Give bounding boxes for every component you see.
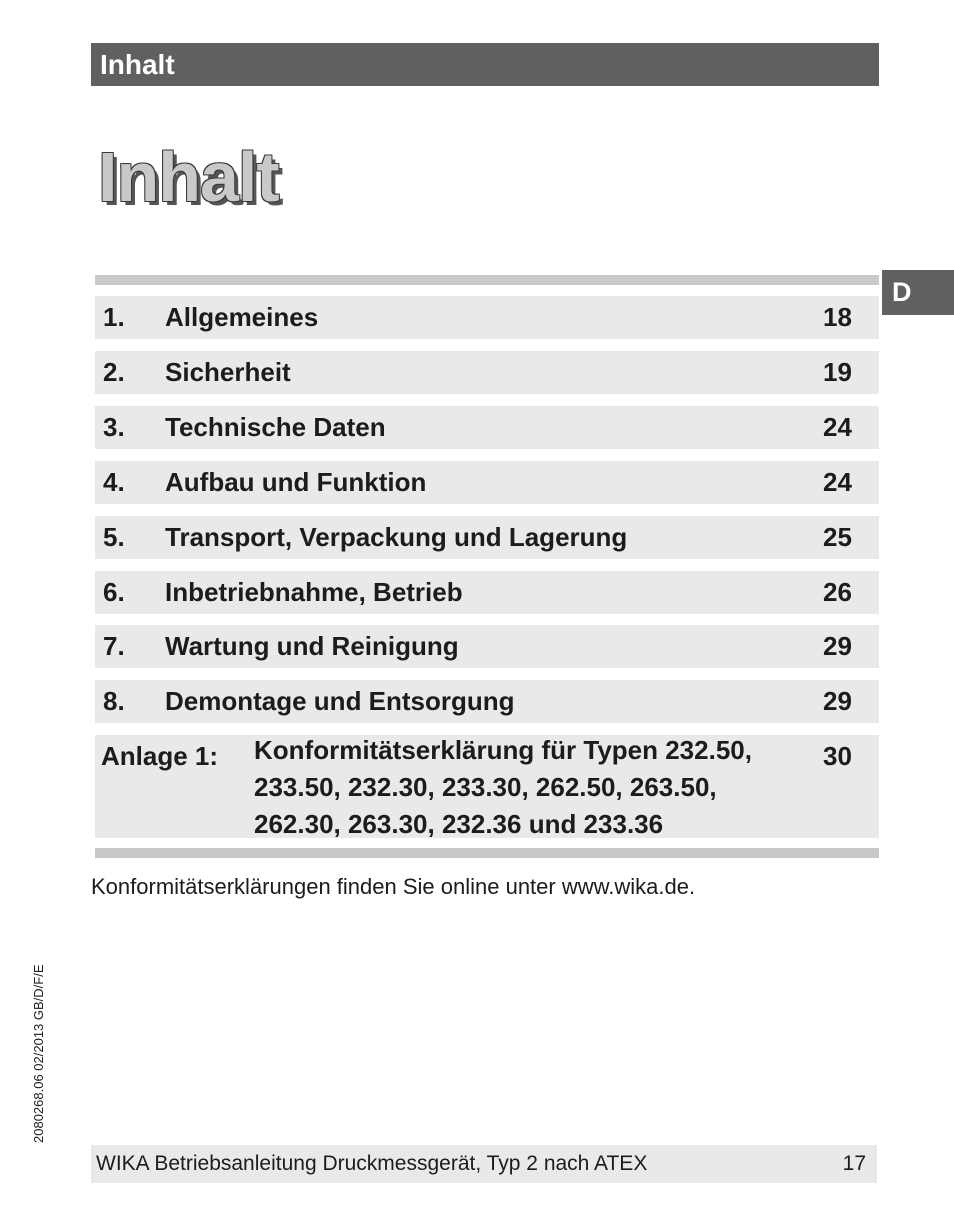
footer-text: WIKA Betriebsanleitung Druckmessgerät, Typ 2 nach ATEX	[96, 1152, 648, 1175]
toc-number: 1.	[103, 302, 125, 332]
toc-page: 30	[823, 741, 852, 771]
toc-page: 25	[823, 522, 852, 552]
language-tab	[882, 270, 954, 315]
toc-number: 3.	[103, 412, 125, 442]
toc-page: 19	[823, 357, 852, 387]
toc-page: 26	[823, 577, 852, 607]
toc-page: 24	[823, 467, 852, 497]
toc-title: Wartung und Reinigung	[165, 631, 459, 661]
footer-page-number: 17	[842, 1152, 866, 1175]
toc-title: Aufbau und Funktion	[165, 467, 427, 497]
toc-number: 7.	[103, 631, 125, 661]
toc-row-7[interactable]	[95, 625, 879, 668]
toc-page: 24	[823, 412, 852, 442]
toc-annex-title-line: Konformitätserklärung für Typen 232.50,	[254, 735, 752, 765]
toc-annex-title-line: 233.50, 232.30, 233.30, 262.50, 263.50,	[254, 772, 717, 802]
toc-number: 5.	[103, 522, 125, 552]
toc-number: 4.	[103, 467, 125, 497]
toc-title: Transport, Verpackung und Lagerung	[165, 522, 628, 552]
toc-title: Sicherheit	[165, 357, 291, 387]
toc-annex-label: Anlage 1:	[101, 741, 219, 771]
toc-row-4[interactable]	[95, 461, 879, 504]
toc-row-8[interactable]	[95, 680, 879, 723]
toc-row-3[interactable]	[95, 406, 879, 449]
section-header-label: Inhalt	[100, 49, 175, 80]
online-note: Konformitätserklärungen finden Sie online unter www.wika.de.	[91, 874, 696, 899]
toc-number: 8.	[103, 686, 125, 716]
toc-annex-title-line: 262.30, 263.30, 232.36 und 233.36	[254, 809, 664, 839]
footer-bar	[91, 1145, 877, 1183]
section-header-bar	[91, 43, 879, 86]
toc-number: 6.	[103, 577, 125, 607]
toc-title: Inbetriebnahme, Betrieb	[165, 577, 463, 607]
language-tab-label: D	[892, 277, 912, 307]
toc-page: 29	[823, 631, 852, 661]
toc-annex-title	[254, 732, 814, 843]
page-title: Inhalt	[98, 138, 279, 216]
toc-row-annex[interactable]	[95, 735, 879, 838]
toc-page: 18	[823, 302, 852, 332]
toc-page: 29	[823, 686, 852, 716]
toc-row-6[interactable]	[95, 571, 879, 614]
toc-title: Technische Daten	[165, 412, 386, 442]
toc-row-2[interactable]	[95, 351, 879, 394]
toc-title: Allgemeines	[165, 302, 319, 332]
document-code: 2080268.06 02/2013 GB/D/F/E	[31, 964, 46, 1143]
toc-row-1[interactable]	[95, 296, 879, 339]
toc-number: 2.	[103, 357, 125, 387]
toc-title: Demontage und Entsorgung	[165, 686, 515, 716]
toc-top-rule	[95, 275, 879, 285]
toc-row-5[interactable]	[95, 516, 879, 559]
toc-bottom-rule	[95, 848, 879, 858]
